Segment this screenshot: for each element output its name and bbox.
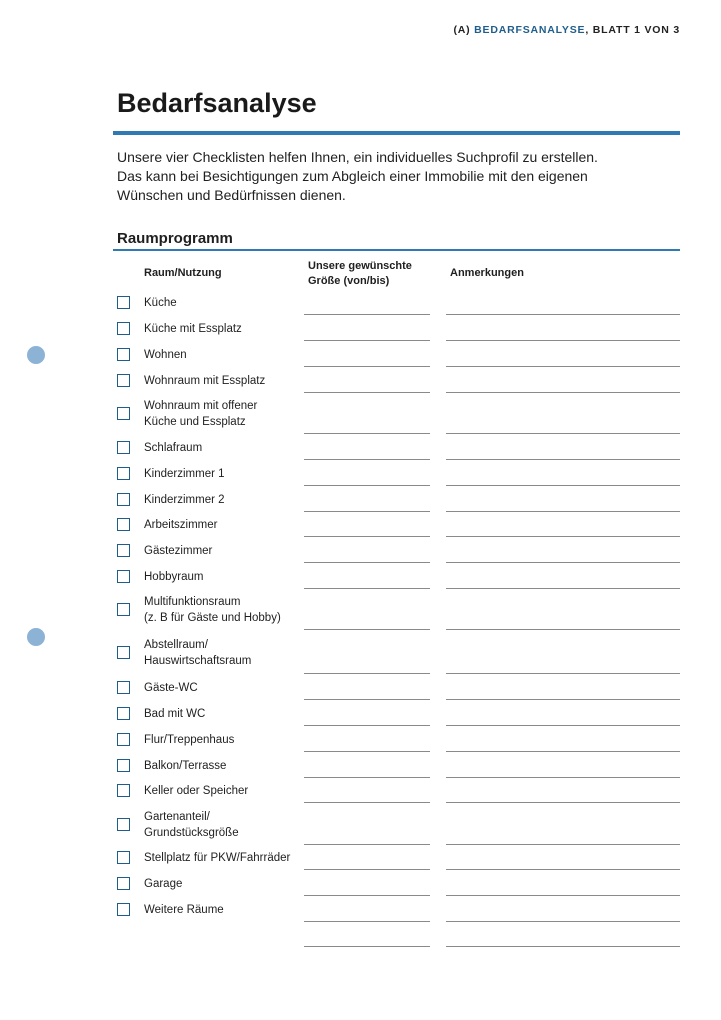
intro-paragraph	[117, 148, 657, 205]
room-checkbox[interactable]	[117, 493, 130, 506]
room-label	[144, 347, 304, 363]
room-label-line: Stellplatz für PKW/Fahrräder	[144, 852, 291, 864]
room-checkbox[interactable]	[117, 851, 130, 864]
size-input-line[interactable]	[304, 895, 430, 896]
room-label-line: Gäste-WC	[144, 682, 198, 694]
size-input-line[interactable]	[304, 459, 430, 460]
size-input-line[interactable]	[304, 588, 430, 589]
notes-input-line[interactable]	[446, 536, 680, 537]
size-input-line[interactable]	[304, 366, 430, 367]
room-checkbox[interactable]	[117, 467, 130, 480]
room-checkbox[interactable]	[117, 681, 130, 694]
intro-line: Wünschen und Bedürfnissen dienen.	[117, 187, 346, 203]
room-label-line: Kinderzimmer 1	[144, 468, 225, 480]
size-input-line[interactable]	[304, 485, 430, 486]
room-label-line: Gästezimmer	[144, 545, 213, 557]
notes-input-line[interactable]	[446, 485, 680, 486]
room-checkbox[interactable]	[117, 759, 130, 772]
room-label-line: Wohnraum mit offener	[144, 400, 258, 412]
room-label-line: Bad mit WC	[144, 708, 206, 720]
room-label	[144, 637, 304, 669]
column-header-room: Raum/Nutzung	[144, 267, 222, 279]
room-label-line: Garage	[144, 878, 183, 890]
notes-input-line[interactable]	[446, 895, 680, 896]
notes-input-line[interactable]	[446, 946, 680, 947]
room-label	[144, 594, 304, 626]
room-label	[144, 758, 304, 774]
room-label	[144, 569, 304, 585]
room-label-line: Abstellraum/	[144, 639, 208, 651]
room-label	[144, 850, 304, 866]
size-input-line[interactable]	[304, 340, 430, 341]
section-divider	[113, 249, 680, 251]
header-prefix: (A)	[453, 24, 475, 36]
notes-input-line[interactable]	[446, 433, 680, 434]
notes-input-line[interactable]	[446, 392, 680, 393]
room-label-line: Küche mit Essplatz	[144, 323, 242, 335]
column-header-size-line: Größe (von/bis)	[308, 275, 390, 287]
size-input-line[interactable]	[304, 869, 430, 870]
size-input-line[interactable]	[304, 802, 430, 803]
notes-input-line[interactable]	[446, 314, 680, 315]
size-input-line[interactable]	[304, 433, 430, 434]
room-checkbox[interactable]	[117, 733, 130, 746]
room-checkbox[interactable]	[117, 818, 130, 831]
room-label	[144, 517, 304, 533]
room-checkbox[interactable]	[117, 374, 130, 387]
intro-line: Unsere vier Checklisten helfen Ihnen, ein individuelles Suchprofil zu erstellen.	[117, 149, 598, 165]
page-header	[453, 24, 680, 36]
size-input-line[interactable]	[304, 725, 430, 726]
section-title: Raumprogramm	[117, 230, 233, 247]
header-sheet-info: , BLATT 1 VON 3	[585, 24, 680, 36]
room-label	[144, 492, 304, 508]
size-input-line[interactable]	[304, 314, 430, 315]
size-input-line[interactable]	[304, 562, 430, 563]
room-label	[144, 398, 304, 430]
notes-input-line[interactable]	[446, 751, 680, 752]
punch-hole	[27, 628, 45, 646]
header-doc-name: BEDARFSANALYSE	[474, 24, 586, 36]
notes-input-line[interactable]	[446, 802, 680, 803]
title-divider	[113, 131, 680, 135]
room-checkbox[interactable]	[117, 877, 130, 890]
notes-input-line[interactable]	[446, 673, 680, 674]
room-checkbox[interactable]	[117, 603, 130, 616]
room-label	[144, 902, 304, 918]
column-header-notes: Anmerkungen	[450, 267, 524, 279]
notes-input-line[interactable]	[446, 340, 680, 341]
room-label-line: Arbeitszimmer	[144, 519, 218, 531]
room-label-line: Gartenanteil/	[144, 811, 210, 823]
room-label-line: Balkon/Terrasse	[144, 760, 227, 772]
size-input-line[interactable]	[304, 777, 430, 778]
room-checkbox[interactable]	[117, 570, 130, 583]
room-label	[144, 732, 304, 748]
room-checkbox[interactable]	[117, 646, 130, 659]
room-label	[144, 440, 304, 456]
notes-input-line[interactable]	[446, 459, 680, 460]
notes-input-line[interactable]	[446, 588, 680, 589]
room-label	[144, 809, 304, 841]
room-label-line: Hauswirtschaftsraum	[144, 655, 252, 667]
room-label-line: Flur/Treppenhaus	[144, 734, 235, 746]
room-label	[144, 783, 304, 799]
page-title: Bedarfsanalyse	[117, 88, 317, 118]
room-label	[144, 295, 304, 311]
room-label-line: Wohnraum mit Essplatz	[144, 375, 266, 387]
room-checkbox[interactable]	[117, 407, 130, 420]
notes-input-line[interactable]	[446, 777, 680, 778]
room-checkbox[interactable]	[117, 544, 130, 557]
size-input-line[interactable]	[304, 699, 430, 700]
column-header-size	[308, 259, 412, 289]
room-label	[144, 466, 304, 482]
intro-line: Das kann bei Besichtigungen zum Abgleich einer Immobilie mit den eigenen	[117, 168, 588, 184]
size-input-line[interactable]	[304, 511, 430, 512]
room-checkbox[interactable]	[117, 784, 130, 797]
room-checkbox[interactable]	[117, 518, 130, 531]
size-input-line[interactable]	[304, 629, 430, 630]
size-input-line[interactable]	[304, 536, 430, 537]
notes-input-line[interactable]	[446, 366, 680, 367]
room-label	[144, 373, 304, 389]
room-label-line: Multifunktionsraum	[144, 596, 241, 608]
room-checkbox[interactable]	[117, 441, 130, 454]
size-input-line[interactable]	[304, 751, 430, 752]
notes-input-line[interactable]	[446, 629, 680, 630]
room-checkbox[interactable]	[117, 296, 130, 309]
room-label-line: Grundstücksgröße	[144, 827, 239, 839]
room-label	[144, 706, 304, 722]
notes-input-line[interactable]	[446, 725, 680, 726]
room-label-line: Keller oder Speicher	[144, 785, 249, 797]
room-checkbox[interactable]	[117, 348, 130, 361]
room-label-line: Hobbyraum	[144, 571, 204, 583]
room-checkbox[interactable]	[117, 707, 130, 720]
room-label-line: Küche und Essplatz	[144, 416, 246, 428]
notes-input-line[interactable]	[446, 699, 680, 700]
room-label	[144, 543, 304, 559]
notes-input-line[interactable]	[446, 869, 680, 870]
notes-input-line[interactable]	[446, 511, 680, 512]
notes-input-line[interactable]	[446, 562, 680, 563]
room-label-line: Küche	[144, 297, 177, 309]
size-input-line[interactable]	[304, 946, 430, 947]
room-label	[144, 876, 304, 892]
room-label-line: Wohnen	[144, 349, 187, 361]
notes-input-line[interactable]	[446, 921, 680, 922]
column-header-size-line: Unsere gewünschte	[308, 260, 412, 272]
size-input-line[interactable]	[304, 844, 430, 845]
notes-input-line[interactable]	[446, 844, 680, 845]
room-checkbox[interactable]	[117, 322, 130, 335]
room-label-line: Schlafraum	[144, 442, 203, 454]
room-label-line: (z. B für Gäste und Hobby)	[144, 612, 281, 624]
room-label-line: Weitere Räume	[144, 904, 224, 916]
size-input-line[interactable]	[304, 673, 430, 674]
room-label-line: Kinderzimmer 2	[144, 494, 225, 506]
room-checkbox[interactable]	[117, 903, 130, 916]
size-input-line[interactable]	[304, 392, 430, 393]
punch-hole	[27, 346, 45, 364]
size-input-line[interactable]	[304, 921, 430, 922]
room-label	[144, 680, 304, 696]
room-label	[144, 321, 304, 337]
